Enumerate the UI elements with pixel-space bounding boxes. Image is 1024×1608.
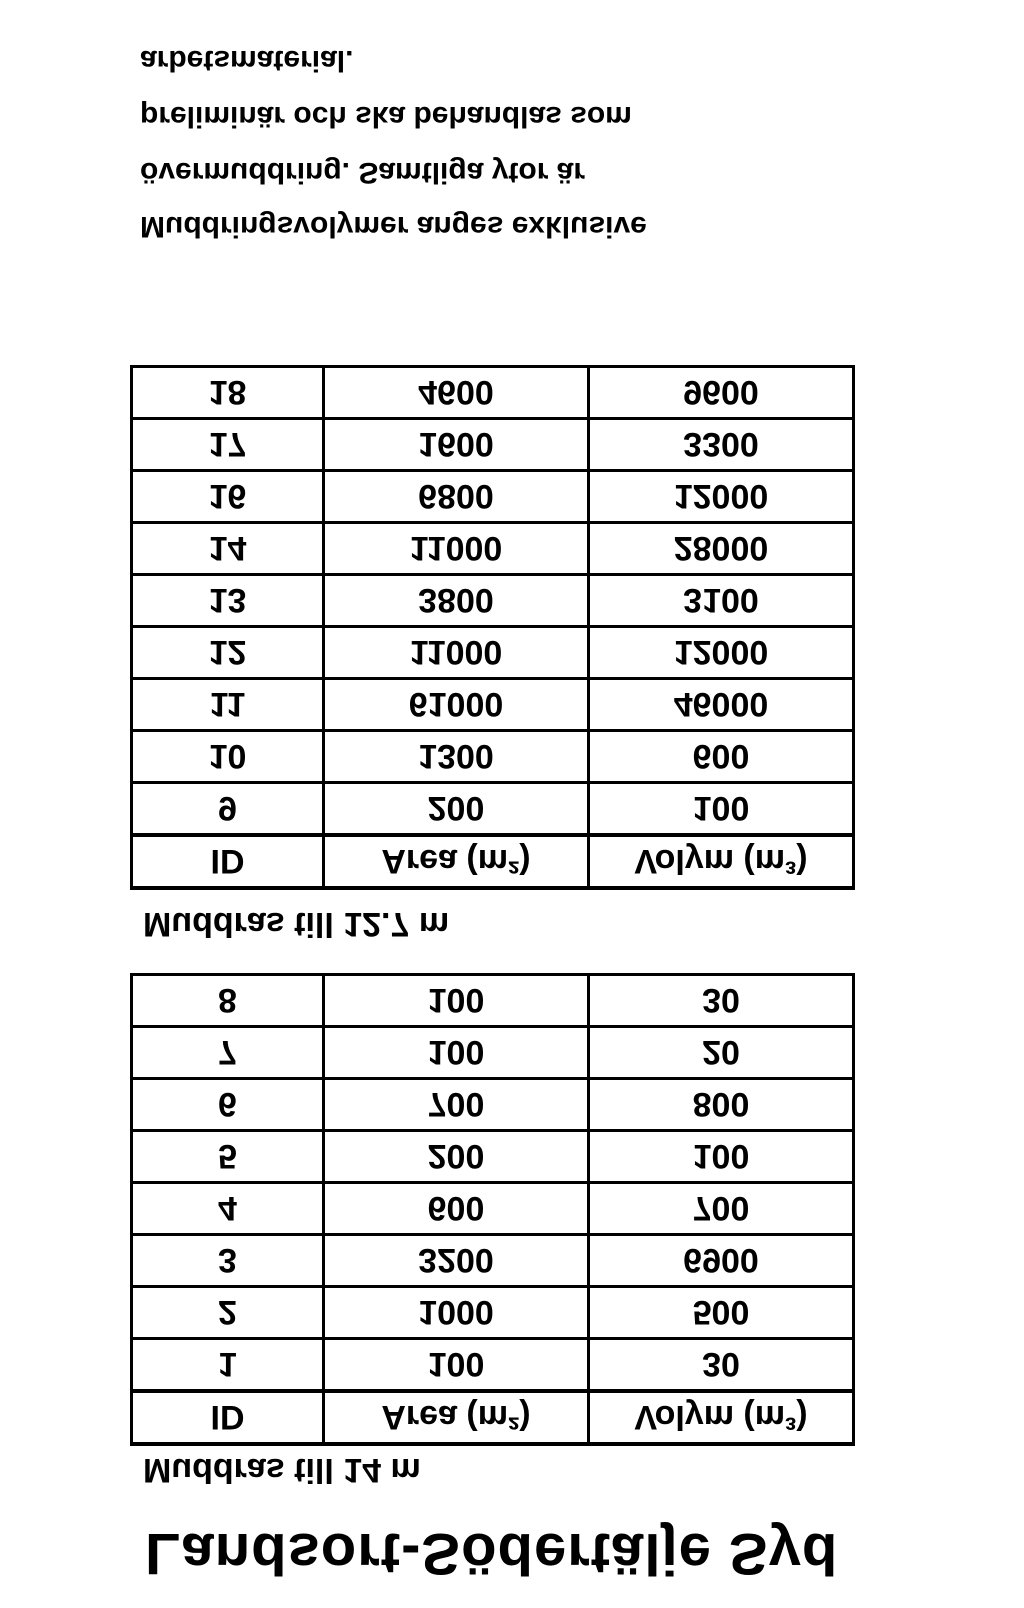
cell-volume: 500 (589, 1287, 854, 1339)
cell-id: 12 (132, 627, 324, 679)
cell-area: 1600 (324, 419, 589, 471)
note-line: preliminär och ska behandlas som (140, 100, 632, 133)
cell-volume: 700 (589, 1183, 854, 1235)
cell-id: 4 (132, 1183, 324, 1235)
cell-id: 3 (132, 1235, 324, 1287)
cell-area: 600 (324, 1183, 589, 1235)
cell-area: 700 (324, 1079, 589, 1131)
table-row (132, 679, 854, 731)
cell-id: 9 (132, 783, 324, 836)
cell-id: 7 (132, 1027, 324, 1079)
section-1-subtitle: Muddras till 14 m (143, 1451, 421, 1489)
cell-area: 6800 (324, 471, 589, 523)
cell-id: 2 (132, 1287, 324, 1339)
cell-area: 100 (324, 1027, 589, 1079)
cell-volume: 12000 (589, 471, 854, 523)
column-header-area: Area (m²) (324, 835, 589, 888)
cell-volume: 6900 (589, 1235, 854, 1287)
dredging-table-12-7m (130, 365, 855, 890)
table-row (132, 471, 854, 523)
cell-volume: 30 (589, 975, 854, 1027)
column-header-id: ID (132, 1391, 324, 1444)
cell-area: 4600 (324, 367, 589, 419)
cell-id: 10 (132, 731, 324, 783)
table-row (132, 1131, 854, 1183)
cell-area: 11000 (324, 627, 589, 679)
table-row (132, 1079, 854, 1131)
table-row (132, 731, 854, 783)
cell-area: 61000 (324, 679, 589, 731)
note-line: Muddringsvolymer anges exklusive (140, 210, 647, 243)
cell-id: 14 (132, 523, 324, 575)
table-row (132, 1027, 854, 1079)
cell-id: 16 (132, 471, 324, 523)
cell-id: 8 (132, 975, 324, 1027)
table-header-row (132, 835, 854, 888)
cell-volume: 12000 (589, 627, 854, 679)
cell-id: 18 (132, 367, 324, 419)
cell-id: 13 (132, 575, 324, 627)
table-row (132, 367, 854, 419)
cell-area: 1300 (324, 731, 589, 783)
cell-volume: 100 (589, 783, 854, 836)
cell-area: 11000 (324, 523, 589, 575)
cell-volume: 30 (589, 1339, 854, 1392)
column-header-volume: Volym (m³) (589, 1391, 854, 1444)
note-line: arbetsmaterial. (140, 44, 354, 77)
cell-volume: 3100 (589, 575, 854, 627)
table-row (132, 419, 854, 471)
cell-volume: 800 (589, 1079, 854, 1131)
column-header-volume: Volym (m³) (589, 835, 854, 888)
table-row (132, 523, 854, 575)
note-line: övermuddring. Samtliga ytor är (140, 156, 586, 189)
cell-volume: 20 (589, 1027, 854, 1079)
cell-volume: 3300 (589, 419, 854, 471)
cell-volume: 46000 (589, 679, 854, 731)
section-2-subtitle: Muddras till 12.7 m (143, 905, 450, 943)
cell-volume: 28000 (589, 523, 854, 575)
cell-id: 6 (132, 1079, 324, 1131)
cell-volume: 100 (589, 1131, 854, 1183)
dredging-table-14m (130, 973, 855, 1446)
table-row (132, 783, 854, 836)
column-header-area: Area (m²) (324, 1391, 589, 1444)
cell-area: 3200 (324, 1235, 589, 1287)
cell-id: 17 (132, 419, 324, 471)
cell-volume: 9600 (589, 367, 854, 419)
table-row (132, 627, 854, 679)
cell-area: 100 (324, 975, 589, 1027)
cell-area: 3800 (324, 575, 589, 627)
cell-id: 1 (132, 1339, 324, 1392)
table-row (132, 1339, 854, 1392)
cell-id: 5 (132, 1131, 324, 1183)
cell-area: 200 (324, 783, 589, 836)
table-row (132, 1183, 854, 1235)
cell-volume: 600 (589, 731, 854, 783)
cell-id: 11 (132, 679, 324, 731)
cell-area: 200 (324, 1131, 589, 1183)
column-header-id: ID (132, 835, 324, 888)
table-header-row (132, 1391, 854, 1444)
table-row (132, 1287, 854, 1339)
page-title: Landsort-Södertälje Syd (145, 1521, 839, 1586)
table-row (132, 975, 854, 1027)
table-row (132, 1235, 854, 1287)
cell-area: 1000 (324, 1287, 589, 1339)
table-row (132, 575, 854, 627)
cell-area: 100 (324, 1339, 589, 1392)
